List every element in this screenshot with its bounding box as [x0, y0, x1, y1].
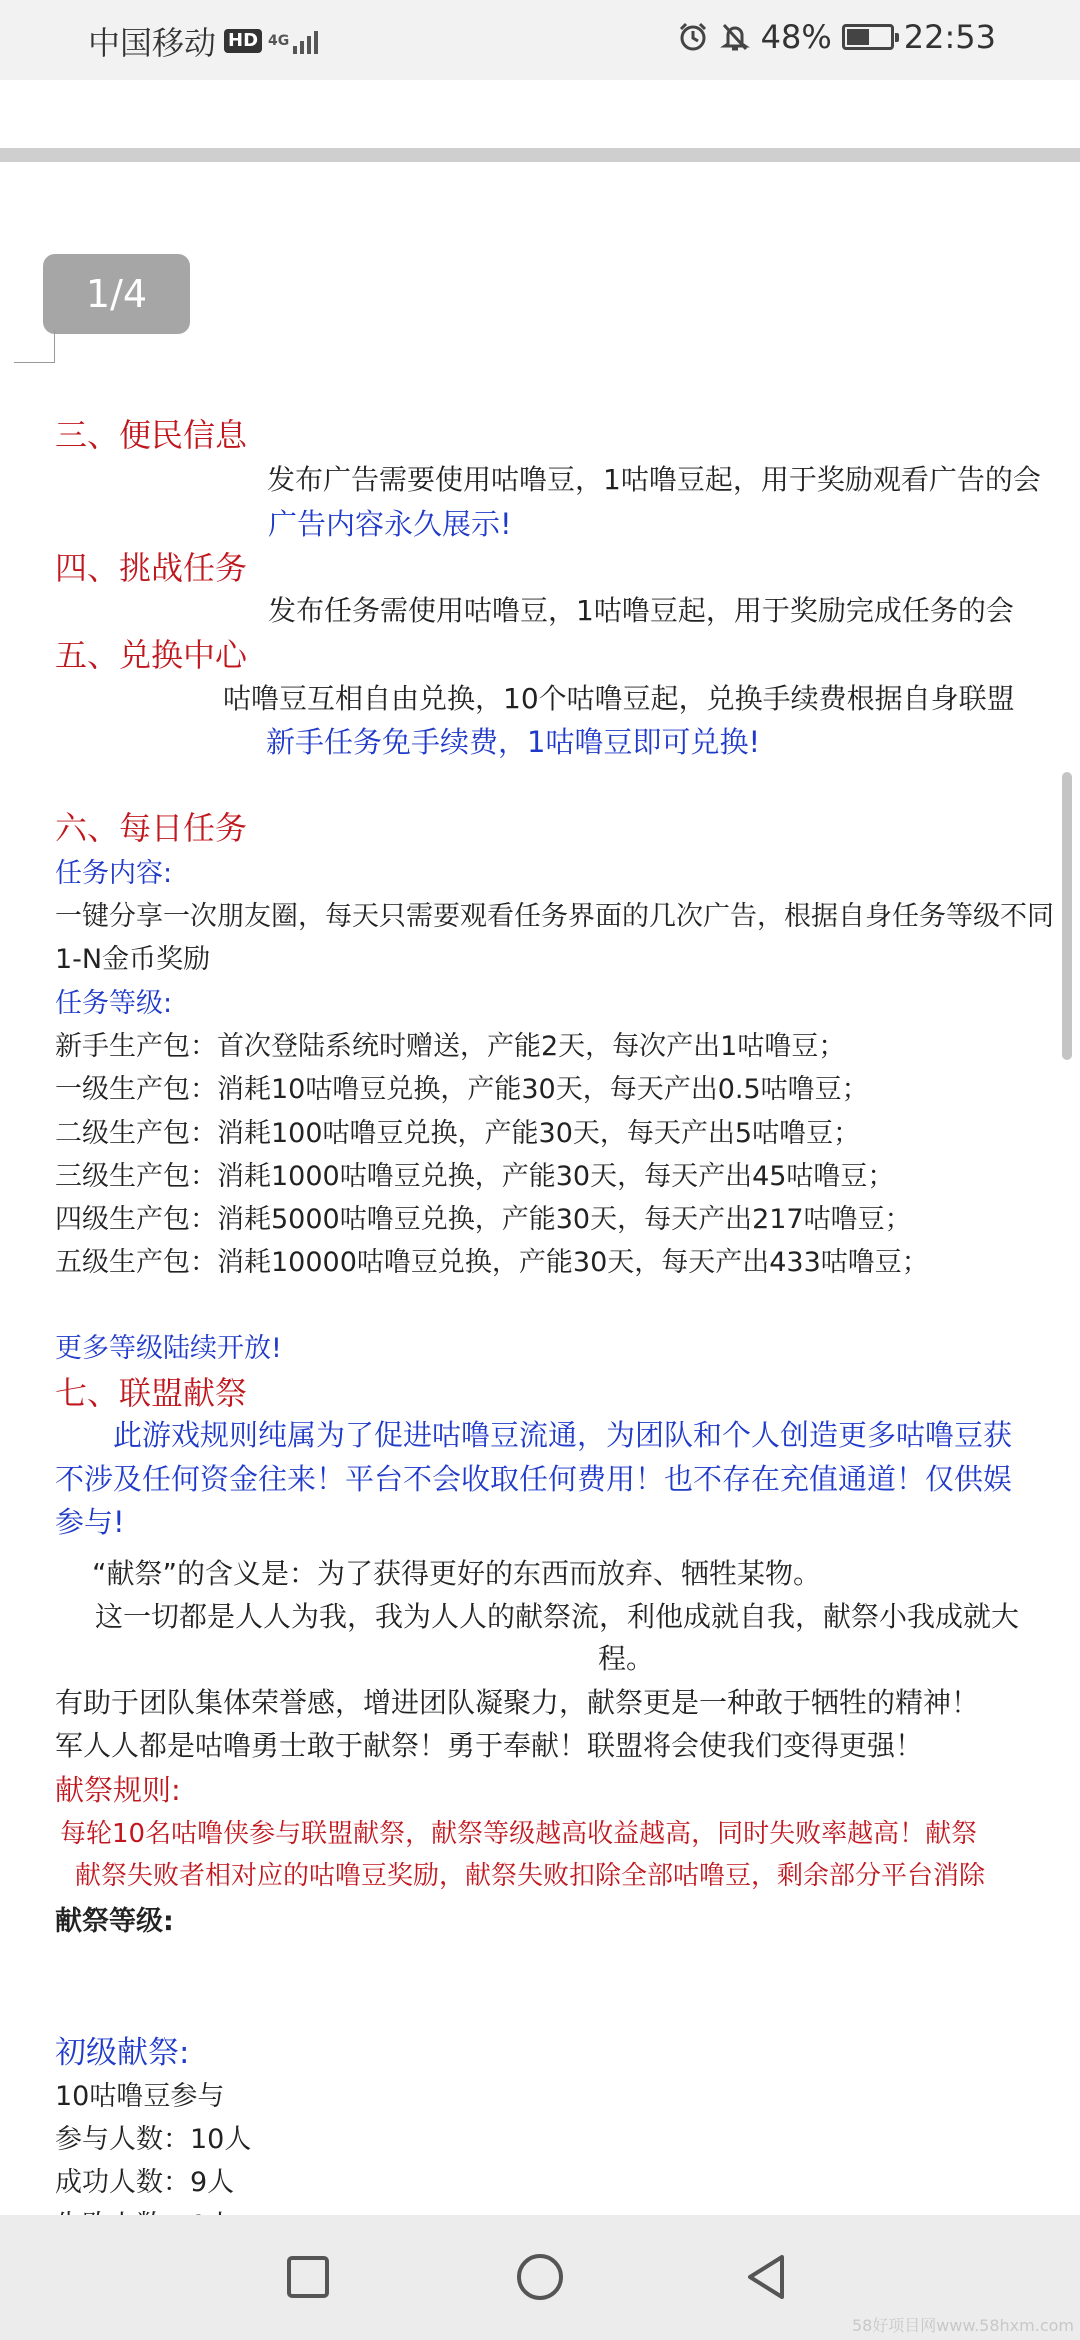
- alliance-intro-line: 此游戏规则纯属为了促进咕噜豆流通，为团队和个人创造更多咕噜豆获: [113, 1418, 1013, 1452]
- recent-apps-button[interactable]: [276, 2245, 340, 2309]
- toolbar-divider: [0, 148, 1080, 162]
- sacrifice-level-label: 献祭等级:: [55, 1906, 174, 1937]
- section-5-note: 新手任务免手续费，1咕噜豆即可兑换!: [266, 725, 761, 759]
- signal-icon: [293, 28, 318, 54]
- battery-fill: [847, 29, 869, 45]
- sacrifice-flow-end: 程。: [598, 1642, 655, 1675]
- alliance-intro-line: 参与!: [55, 1505, 125, 1539]
- section-3-text: 发布广告需要使用咕噜豆，1咕噜豆起，用于奖励观看广告的会: [267, 463, 1041, 496]
- back-button[interactable]: [736, 2245, 800, 2309]
- carrier-info: [88, 18, 318, 64]
- sacrifice-flow: 这一切都是人人为我，我为人人的献祭流，利他成就自我，献祭小我成就大: [95, 1600, 1020, 1633]
- task-content-reward: 1-N金币奖励: [55, 944, 211, 975]
- task-level-label: 任务等级:: [55, 988, 173, 1019]
- junior-sacrifice-item: 参与人数：10人: [55, 2124, 252, 2155]
- section-7-title: 七、联盟献祭: [55, 1374, 248, 1412]
- sacrifice-meaning: “献祭”的含义是：为了获得更好的东西而放弃、牺牲某物。: [92, 1557, 822, 1590]
- section-6-title: 六、每日任务: [55, 809, 248, 847]
- status-bar: [0, 0, 1080, 80]
- section-3-note: 广告内容永久展示!: [268, 507, 512, 541]
- navigation-bar: [0, 2215, 1080, 2340]
- page-indicator: 1/4: [43, 254, 190, 334]
- junior-sacrifice-title: 初级献祭:: [55, 2035, 190, 2071]
- status-icons: [677, 18, 996, 56]
- more-levels-note: 更多等级陆续开放!: [55, 1333, 282, 1364]
- circle-icon: [514, 2251, 566, 2303]
- alliance-intro-line: 不涉及任何资金往来！平台不会收取任何费用！也不存在充值通道！仅供娱: [55, 1462, 1013, 1496]
- section-5-text: 咕噜豆互相自由兑换，10个咕噜豆起，兑换手续费根据自身联盟: [223, 682, 1015, 715]
- carrier-name: 中国移动: [88, 24, 217, 62]
- section-5-title: 五、兑换中心: [55, 636, 248, 674]
- sacrifice-rule-line: 献祭失败者相对应的咕噜豆奖励，献祭失败扣除全部咕噜豆，剩余部分平台消除: [75, 1861, 986, 1891]
- task-level-item: 二级生产包：消耗100咕噜豆兑换，产能30天，每天产出5咕噜豆；: [55, 1118, 861, 1149]
- mute-bell-icon: [719, 21, 751, 53]
- scrollbar-thumb[interactable]: [1062, 772, 1072, 1060]
- team-spirit-text: 有助于团队集体荣誉感，增进团队凝聚力，献祭更是一种敢于牺牲的精神！: [55, 1686, 980, 1719]
- junior-sacrifice-item: 10咕噜豆参与: [55, 2081, 225, 2112]
- task-content-text: 一键分享一次朋友圈，每天只需要观看任务界面的几次广告，根据自身任务等级不同: [55, 901, 1054, 932]
- junior-sacrifice-item: 成功人数：9人: [55, 2167, 235, 2198]
- sacrifice-rule-line: 每轮10名咕噜侠参与联盟献祭，献祭等级越高收益越高，同时失败率越高！献祭: [60, 1819, 978, 1849]
- alarm-icon: [677, 21, 709, 53]
- hd-badge: HD: [224, 29, 262, 53]
- page-corner-mark: [14, 330, 55, 363]
- section-3-title: 三、便民信息: [55, 416, 248, 454]
- battery-icon: [842, 24, 894, 50]
- task-level-item: 四级生产包：消耗5000咕噜豆兑换，产能30天，每天产出217咕噜豆；: [55, 1204, 912, 1235]
- task-level-item: 三级生产包：消耗1000咕噜豆兑换，产能30天，每天产出45咕噜豆；: [55, 1161, 895, 1192]
- sacrifice-rules-label: 献祭规则:: [55, 1773, 181, 1807]
- home-button[interactable]: [508, 2245, 572, 2309]
- clock: 22:53: [903, 18, 996, 56]
- battery-percent: 48%: [760, 18, 832, 56]
- task-level-item: 五级生产包：消耗10000咕噜豆兑换，产能30天，每天产出433咕噜豆；: [55, 1247, 929, 1278]
- task-level-item: 新手生产包：首次登陆系统时赠送，产能2天，每次产出1咕噜豆；: [55, 1031, 846, 1062]
- section-4-text: 发布任务需使用咕噜豆，1咕噜豆起，用于奖励完成任务的会: [268, 594, 1014, 627]
- section-4-title: 四、挑战任务: [55, 549, 248, 587]
- team-spirit-text: 军人人都是咕噜勇士敢于献祭！勇于奉献！联盟将会使我们变得更强！: [55, 1729, 924, 1762]
- network-type: 4G: [268, 33, 290, 49]
- task-content-label: 任务内容:: [55, 858, 173, 889]
- watermark: 58好项目网www.58hxm.com: [851, 2316, 1074, 2335]
- task-level-item: 一级生产包：消耗10咕噜豆兑换，产能30天，每天产出0.5咕噜豆；: [55, 1074, 869, 1105]
- square-icon: [284, 2253, 332, 2301]
- triangle-back-icon: [742, 2251, 794, 2303]
